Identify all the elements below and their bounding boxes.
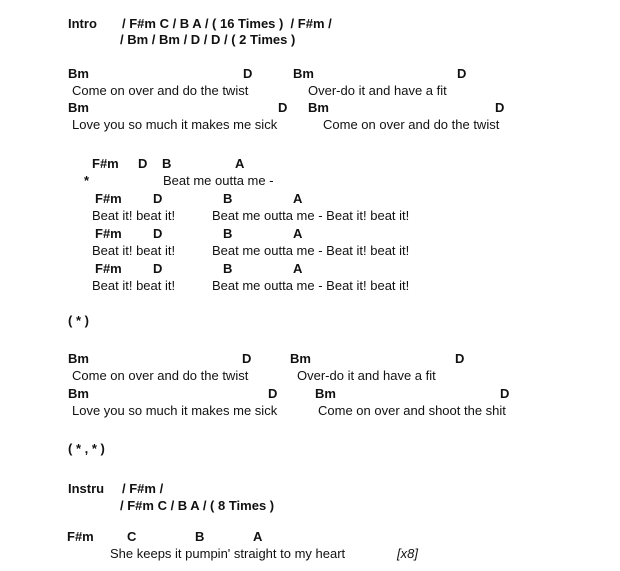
chord: D bbox=[153, 226, 163, 241]
bridge-chord-line-4 bbox=[0, 260, 620, 277]
chord: F#m bbox=[95, 226, 122, 241]
instru-header-line-1 bbox=[0, 480, 620, 497]
outro-lyric-line bbox=[0, 545, 620, 562]
lyric: Beat me outta me - Beat it! beat it! bbox=[212, 208, 410, 223]
chord: Bm bbox=[68, 386, 89, 401]
cue-asterisk: * bbox=[84, 173, 90, 188]
bridge-lyric-line-1 bbox=[0, 172, 620, 189]
lyric: Love you so much it makes me sick bbox=[72, 403, 278, 418]
chord: Bm bbox=[290, 351, 311, 366]
chord: A bbox=[235, 156, 245, 171]
verse1-lyric-line-2 bbox=[0, 116, 620, 133]
lyric: Come on over and do the twist bbox=[323, 117, 500, 132]
lyric: Beat it! beat it! bbox=[92, 278, 176, 293]
marker: ( * , * ) bbox=[68, 441, 105, 456]
verse1-chord-line-2 bbox=[0, 99, 620, 116]
lyric: Come on over and do the twist bbox=[72, 83, 249, 98]
chord: F#m bbox=[92, 156, 119, 171]
lyric: Love you so much it makes me sick bbox=[72, 117, 278, 132]
verse1-lyric-line-1 bbox=[0, 82, 620, 99]
chord: Bm bbox=[315, 386, 336, 401]
chord: A bbox=[293, 226, 303, 241]
chord: Bm bbox=[293, 66, 314, 81]
lyric: She keeps it pumpin' straight to my heart bbox=[110, 546, 346, 561]
bridge-lyric-line-2 bbox=[0, 207, 620, 224]
chord: D bbox=[153, 191, 163, 206]
intro-header-line-1 bbox=[0, 15, 620, 32]
lyric: Come on over and do the twist bbox=[72, 368, 249, 383]
chord-progression: / Bm / Bm / D / D / ( 2 Times ) bbox=[120, 32, 296, 47]
chord: Bm bbox=[68, 351, 89, 366]
bridge-lyric-line-3 bbox=[0, 242, 620, 259]
repeat-marker-2 bbox=[0, 440, 620, 457]
bridge-lyric-line-4 bbox=[0, 277, 620, 294]
chord: F#m bbox=[95, 191, 122, 206]
chord-progression: / F#m C / B A / ( 16 Times ) / F#m / bbox=[122, 16, 332, 31]
chord-progression: / F#m C / B A / ( 8 Times ) bbox=[120, 498, 275, 513]
chord: D bbox=[500, 386, 510, 401]
chord: D bbox=[495, 100, 505, 115]
chord: C bbox=[127, 529, 137, 544]
section-label: Instru bbox=[68, 481, 105, 496]
repeat-annotation: [x8] bbox=[397, 546, 418, 561]
chord: D bbox=[268, 386, 278, 401]
lyric: Beat me outta me - bbox=[163, 173, 274, 188]
chord-progression: / F#m / bbox=[122, 481, 164, 496]
chord: D bbox=[242, 351, 252, 366]
chord: D bbox=[243, 66, 253, 81]
chord: B bbox=[223, 191, 233, 206]
chord: D bbox=[455, 351, 465, 366]
chord: Bm bbox=[68, 66, 89, 81]
lyric: Beat it! beat it! bbox=[92, 208, 176, 223]
repeat-marker-1 bbox=[0, 312, 620, 329]
lyric: Beat me outta me - Beat it! beat it! bbox=[212, 243, 410, 258]
lyric: Over-do it and have a fit bbox=[297, 368, 436, 383]
lyric: Beat it! beat it! bbox=[92, 243, 176, 258]
chord: F#m bbox=[67, 529, 94, 544]
intro-header-line-2 bbox=[0, 31, 620, 48]
chord: D bbox=[153, 261, 163, 276]
lyric: Over-do it and have a fit bbox=[308, 83, 447, 98]
chord: A bbox=[293, 261, 303, 276]
outro-chord-line bbox=[0, 528, 620, 545]
section-label: Intro bbox=[68, 16, 97, 31]
chord: F#m bbox=[95, 261, 122, 276]
chord: Bm bbox=[308, 100, 329, 115]
chord: Bm bbox=[68, 100, 89, 115]
bridge-chord-line-1 bbox=[0, 155, 620, 172]
chord: B bbox=[195, 529, 205, 544]
verse2-lyric-line-2 bbox=[0, 402, 620, 419]
chord: B bbox=[162, 156, 172, 171]
verse2-chord-line-2 bbox=[0, 385, 620, 402]
marker: ( * ) bbox=[68, 313, 89, 328]
chord: B bbox=[223, 226, 233, 241]
verse2-chord-line-1 bbox=[0, 350, 620, 367]
verse1-chord-line-1 bbox=[0, 65, 620, 82]
chord: B bbox=[223, 261, 233, 276]
chord: D bbox=[138, 156, 148, 171]
bridge-chord-line-2 bbox=[0, 190, 620, 207]
bridge-chord-line-3 bbox=[0, 225, 620, 242]
chord: A bbox=[293, 191, 303, 206]
lyric: Come on over and shoot the shit bbox=[318, 403, 506, 418]
instru-header-line-2 bbox=[0, 497, 620, 514]
chord: A bbox=[253, 529, 263, 544]
chord: D bbox=[278, 100, 288, 115]
lyric: Beat me outta me - Beat it! beat it! bbox=[212, 278, 410, 293]
chord: D bbox=[457, 66, 467, 81]
verse2-lyric-line-1 bbox=[0, 367, 620, 384]
